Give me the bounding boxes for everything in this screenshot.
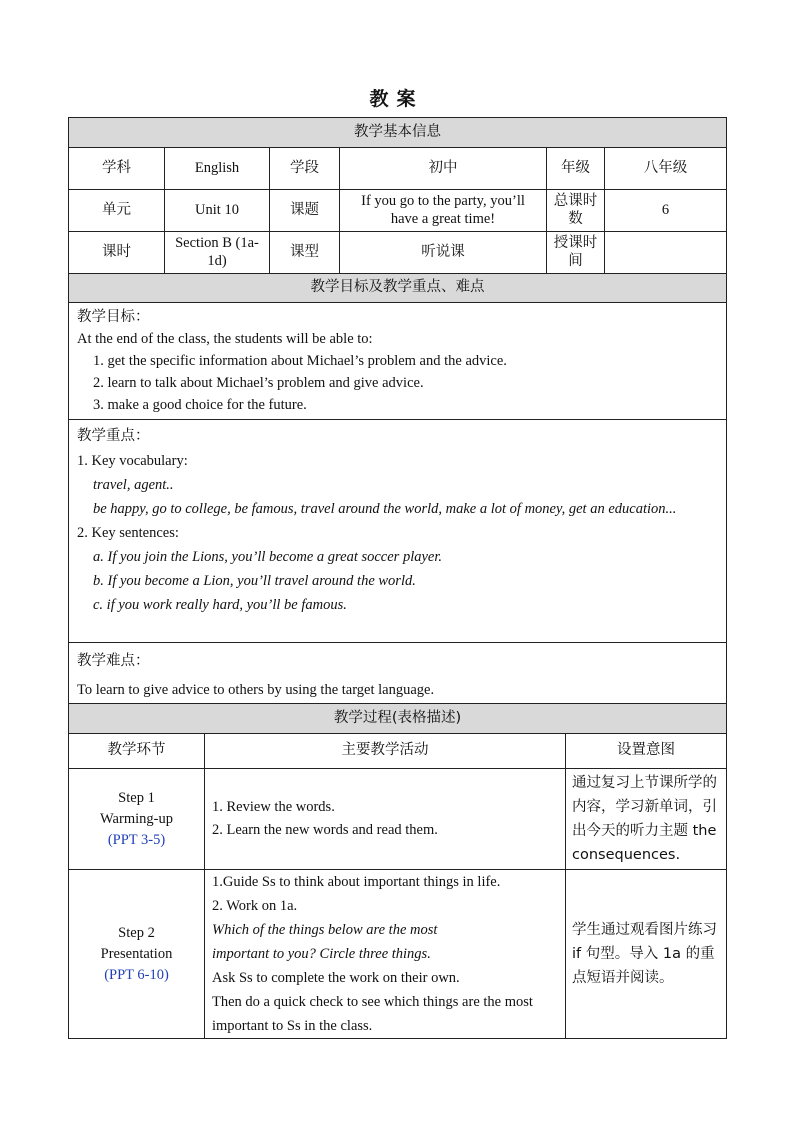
document-title: 教案 <box>369 88 424 110</box>
step-cell <box>69 769 205 870</box>
activity-item: Then do a quick check to see which things are the most important to Ss in the class. <box>212 994 533 1034</box>
objectives-title: 教学目标： <box>77 309 150 325</box>
total-hours-value: 6 <box>605 190 727 232</box>
stage-label: 学段 <box>270 148 340 190</box>
period-value: Section B (1a-1d) <box>165 232 270 274</box>
topic-value: If you go to the party, you’ll have a great time! <box>340 190 547 232</box>
key-sentence-item: a. If you join the Lions, you’ll become a great soccer player. <box>93 549 442 565</box>
activity-item: 2. Work on 1a. <box>212 898 298 914</box>
stage-value: 初中 <box>340 148 547 190</box>
total-hours-label: 总课时数 <box>547 190 605 232</box>
key-vocab-item: be happy, go to college, be famous, travel around the world, make a lot of money, get an education... <box>93 501 677 517</box>
activity-item: 2. Learn the new words and read them. <box>212 822 438 838</box>
teaching-time-label: 授课时间 <box>547 232 605 274</box>
activity-item: 1. Review the words. <box>212 799 335 815</box>
objectives-cell <box>69 303 727 420</box>
column-header-purpose: 设置意图 <box>566 734 727 769</box>
step-subname: Warming-up <box>100 810 173 827</box>
lesson-type-label: 课型 <box>270 232 340 274</box>
objective-item: 2. learn to talk about Michael’s problem and give advice. <box>93 375 424 391</box>
period-label: 课时 <box>69 232 165 274</box>
table-row <box>69 870 727 1039</box>
unit-label: 单元 <box>69 190 165 232</box>
objective-item: 3. make a good choice for the future. <box>93 397 307 413</box>
step-subname: Presentation <box>100 945 173 962</box>
purpose-cell: 学生通过观看图片练习 if 句型。导入 1a 的重点短语并阅读。 <box>566 870 727 1039</box>
grade-value: 八年级 <box>605 148 727 190</box>
objective-item: 1. get the specific information about Michael’s problem and the advice. <box>93 353 507 369</box>
table-row <box>69 769 727 870</box>
activities-cell <box>205 769 566 870</box>
difficult-points-cell <box>69 643 727 710</box>
step-ppt-ref: (PPT 6-10) <box>104 966 169 983</box>
difficult-points-title: 教学难点： <box>77 653 150 669</box>
activity-item: 1.Guide Ss to think about important things in life. <box>212 874 501 890</box>
purpose-cell: 通过复习上节课所学的内容，学习新单词，引出今天的听力主题 the consequences. <box>566 769 727 870</box>
process-header: 教学过程(表格描述) <box>69 704 727 734</box>
activities-cell <box>205 870 566 1039</box>
objectives-header: 教学目标及教学重点、难点 <box>69 274 727 303</box>
activity-item: Which of the things below are the most important to you? Circle three things. <box>212 922 438 962</box>
subject-label: 学科 <box>69 148 165 190</box>
lesson-type-value: 听说课 <box>340 232 547 274</box>
key-sentence-item: b. If you become a Lion, you’ll travel around the world. <box>93 573 416 589</box>
step-name: Step 2 <box>118 924 155 941</box>
step-name: Step 1 <box>118 789 155 806</box>
key-vocab-label: 1. Key vocabulary: <box>77 453 188 469</box>
activity-item: Ask Ss to complete the work on their own. <box>212 970 460 986</box>
grade-label: 年级 <box>547 148 605 190</box>
difficult-points-text: To learn to give advice to others by using the target language. <box>77 682 435 698</box>
key-points-title: 教学重点： <box>77 428 150 444</box>
key-vocab-item: travel, agent.. <box>93 477 174 493</box>
basic-info-header: 教学基本信息 <box>69 118 727 148</box>
process-table <box>68 703 727 1039</box>
basic-info-table <box>68 117 727 274</box>
unit-value: Unit 10 <box>165 190 270 232</box>
objectives-table <box>68 273 727 710</box>
key-sentence-item: c. if you work really hard, you’ll be famous. <box>93 597 347 613</box>
step-ppt-ref: (PPT 3-5) <box>107 831 166 848</box>
key-sentences-label: 2. Key sentences: <box>77 525 179 541</box>
topic-label: 课题 <box>270 190 340 232</box>
objectives-intro: At the end of the class, the students will be able to: <box>77 331 373 347</box>
step-cell <box>69 870 205 1039</box>
key-points-cell <box>69 420 727 643</box>
subject-value: English <box>165 148 270 190</box>
teaching-time-value <box>605 232 727 274</box>
column-header-activities: 主要教学活动 <box>205 734 566 769</box>
column-header-step: 教学环节 <box>69 734 205 769</box>
